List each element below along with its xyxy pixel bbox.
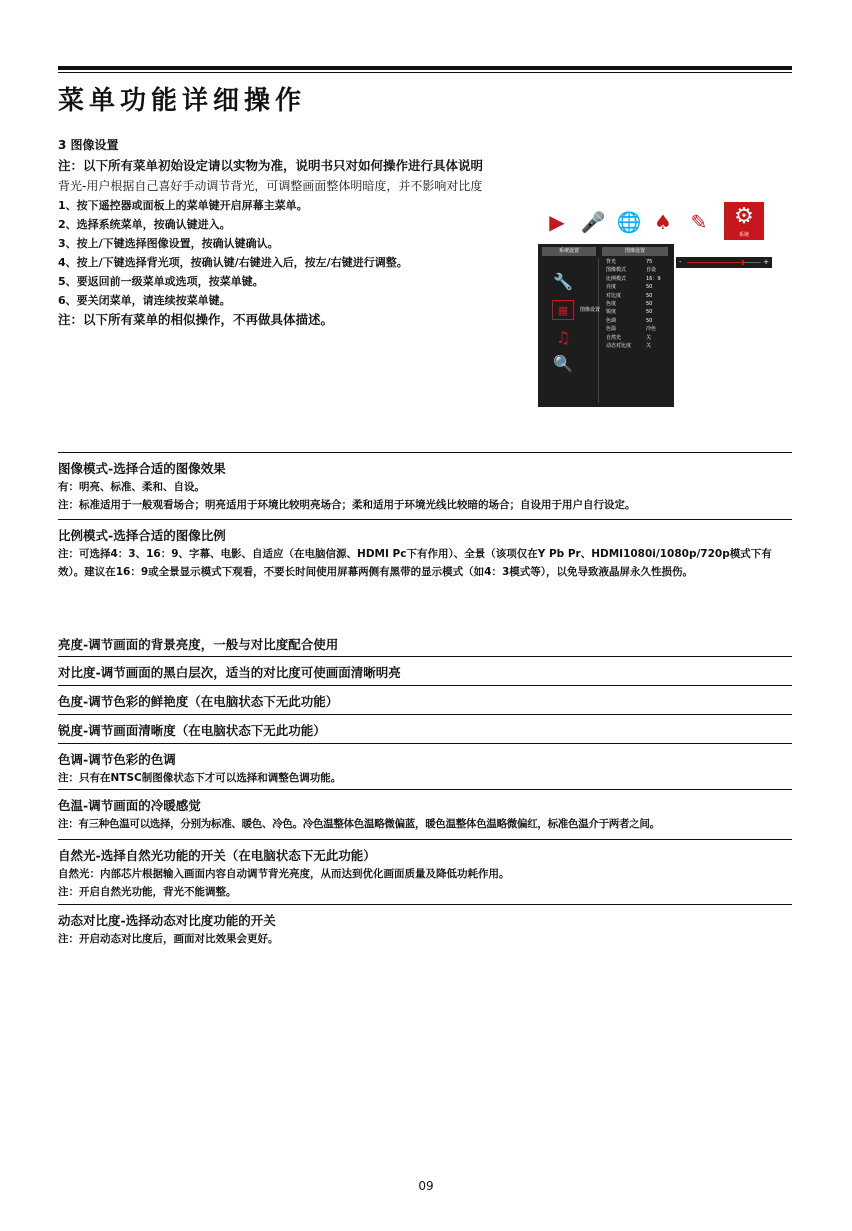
menu-row-name: 比例模式 (606, 275, 627, 282)
menu-row[interactable] (606, 292, 670, 300)
section-title: 动态对比度-选择动态对比度功能的开关 (58, 913, 276, 928)
menu-row-name: 色温 (606, 326, 617, 333)
section-line: 注：只有在NTSC制图像状态下才可以选择和调整色调功能。 (58, 772, 342, 784)
page-number: 09 (418, 1179, 434, 1193)
globe-icon[interactable]: 🌐 (616, 210, 642, 234)
menu-icon-bar (540, 202, 772, 240)
menu-row-value: 自设 (646, 267, 657, 274)
panel-divider (598, 258, 599, 403)
menu-row[interactable] (606, 308, 670, 316)
menu-row[interactable] (606, 334, 670, 342)
top-rule (58, 66, 792, 70)
intro-note: 注：以下所有菜单初始设定请以实物为准，说明书只对如何操作进行具体说明 (58, 158, 484, 173)
section-title: 色度-调节色彩的鲜艳度（在电脑状态下无此功能） (58, 694, 339, 709)
section-natural-light (58, 839, 792, 904)
top-rule-thin (58, 72, 792, 73)
intro-note-2: 注：以下所有菜单的相似操作，不再做具体描述。 (58, 312, 334, 327)
section-contrast (58, 656, 792, 685)
slider-minus[interactable]: - (679, 258, 682, 266)
menu-row-value: 75 (646, 259, 653, 265)
section-aspect-ratio (58, 519, 792, 629)
menu-row-name: 亮度 (606, 284, 617, 291)
slider-fill (687, 262, 743, 263)
step-1: 1、按下遥控器或面板上的菜单键开启屏幕主菜单。 (58, 199, 308, 212)
section-line: 注：可选择4：3、16：9、字幕、电影、自适应（在电脑信源、HDMI Pc下有作用）、全景（该项仅在Y Pb Pr、HDMI1080i/1080p/720p模式下有效）。建议在16：9或全景显示模式下观看，不要长时间使用屏幕两侧有黑带的显示模式（如4：3模式等），以免导致液晶屏永久性损伤。 (58, 548, 772, 578)
photos-icon[interactable]: ♠ (654, 210, 672, 234)
section-title: 自然光-选择自然光功能的开关（在电脑状态下无此功能） (58, 848, 376, 863)
section-line: 有：明亮、标准、柔和、自设。 (58, 481, 205, 493)
section-title: 图像模式-选择合适的图像效果 (58, 461, 226, 476)
step-6: 6、要关闭菜单，请连续按菜单键。 (58, 294, 231, 307)
feature-sections (58, 452, 792, 950)
step-3: 3、按上/下键选择图像设置，按确认键确认。 (58, 237, 279, 250)
slider-knob[interactable] (742, 260, 744, 265)
section-title: 色温-调节画面的冷暖感觉 (58, 798, 201, 813)
backlight-slider[interactable] (676, 257, 772, 268)
step-4: 4、按上/下键选择背光项，按确认键/右键进入后，按左/右键进行调整。 (58, 256, 408, 269)
section-line: 自然光：内部芯片根据输入画面内容自动调节背光亮度，从而达到优化画面质量及降低功耗作用。 (58, 868, 510, 880)
menu-row[interactable] (606, 300, 670, 308)
image-settings-list (606, 258, 670, 350)
section-dynamic-contrast (58, 904, 792, 950)
search-icon[interactable]: 🔍 (553, 354, 573, 373)
section-title: 比例模式-选择合适的图像比例 (58, 528, 226, 543)
backlight-description: 背光-用户根据自己喜好手动调节背光，可调整画面整体明暗度，并不影响对比度 (58, 179, 483, 193)
picture-settings-icon[interactable]: ▦ (552, 300, 574, 320)
menu-row-name: 色调 (606, 317, 617, 324)
menu-row-name: 图像模式 (606, 267, 627, 274)
menu-row[interactable] (606, 283, 670, 291)
section-line: 注：开启自然光功能，背光不能调整。 (58, 886, 237, 898)
section-color-temp (58, 789, 792, 839)
music-icon[interactable]: ♫ (555, 328, 571, 347)
menu-row-name: 动态对比度 (606, 342, 632, 349)
play-icon[interactable]: ▶ (549, 210, 565, 234)
pencil-icon[interactable]: ✎ (690, 210, 708, 234)
menu-row[interactable] (606, 325, 670, 333)
wrench-icon[interactable]: 🔧 (553, 272, 573, 291)
section-heading: 3 图像设置 (58, 138, 119, 152)
microphone-icon[interactable]: 🎤 (580, 210, 606, 234)
menu-row-value: 冷色 (646, 326, 657, 333)
section-line: 注：有三种色温可以选择，分别为标准、暖色、冷色。冷色温整体色温略微偏蓝，暖色温整体色温略微偏红，标准色温介于两者之间。 (58, 818, 660, 830)
menu-row-value: 50 (646, 292, 653, 299)
page-title: 菜单功能详细操作 (58, 86, 307, 116)
sidebar-selected-label: 图像设置 (580, 307, 601, 313)
section-title: 亮度-调节画面的背景亮度，一般与对比度配合使用 (58, 637, 339, 652)
section-title: 对比度-调节画面的黑白层次，适当的对比度可使画面清晰明亮 (58, 665, 401, 680)
section-color (58, 685, 792, 714)
section-line: 注：开启动态对比度后，画面对比效果会更好。 (58, 933, 279, 945)
gear-icon[interactable]: ⚙ 系统 (724, 202, 764, 240)
intro-block (58, 134, 508, 330)
osd-menu-panel (538, 244, 674, 407)
section-picture-mode (58, 452, 792, 519)
section-tint (58, 743, 792, 789)
menu-row[interactable] (606, 317, 670, 325)
menu-row-value: 50 (646, 284, 653, 291)
menu-row-value: 关 (646, 342, 652, 349)
section-title: 色调-调节色彩的色调 (58, 752, 176, 767)
section-title: 锐度-调节画面清晰度（在电脑状态下无此功能） (58, 723, 326, 738)
menu-row[interactable] (606, 342, 670, 350)
slider-plus[interactable]: + (763, 258, 769, 266)
menu-row[interactable] (606, 275, 670, 283)
menu-row-value: 50 (646, 300, 653, 307)
section-brightness (58, 629, 792, 656)
menu-row[interactable] (606, 258, 670, 266)
step-2: 2、选择系统菜单，按确认键进入。 (58, 218, 231, 231)
slider-track[interactable] (687, 262, 761, 263)
menu-row-name: 背光 (606, 259, 617, 265)
system-tab-label: 系统 (738, 232, 749, 238)
system-settings-header: 系统设置 (542, 247, 596, 256)
image-settings-header: 图像设置 (602, 247, 668, 256)
menu-row-name: 对比度 (606, 292, 622, 299)
menu-row-name: 锐度 (606, 309, 617, 316)
menu-row-value: 16：9 (646, 275, 661, 282)
section-sharpness (58, 714, 792, 743)
menu-row-value: 50 (646, 309, 653, 316)
step-5: 5、要返回前一级菜单或选项，按菜单键。 (58, 275, 264, 288)
menu-row-value: 关 (646, 334, 652, 341)
menu-row[interactable] (606, 266, 670, 274)
menu-row-name: 色度 (606, 300, 617, 307)
section-line: 注：标准适用于一般观看场合；明亮适用于环境比较明亮场合；柔和适用于环境光线比较暗的场合；自设用于用户自行设定。 (58, 499, 636, 511)
menu-row-value: 50 (646, 317, 653, 324)
menu-row-name: 自然光 (606, 334, 622, 341)
